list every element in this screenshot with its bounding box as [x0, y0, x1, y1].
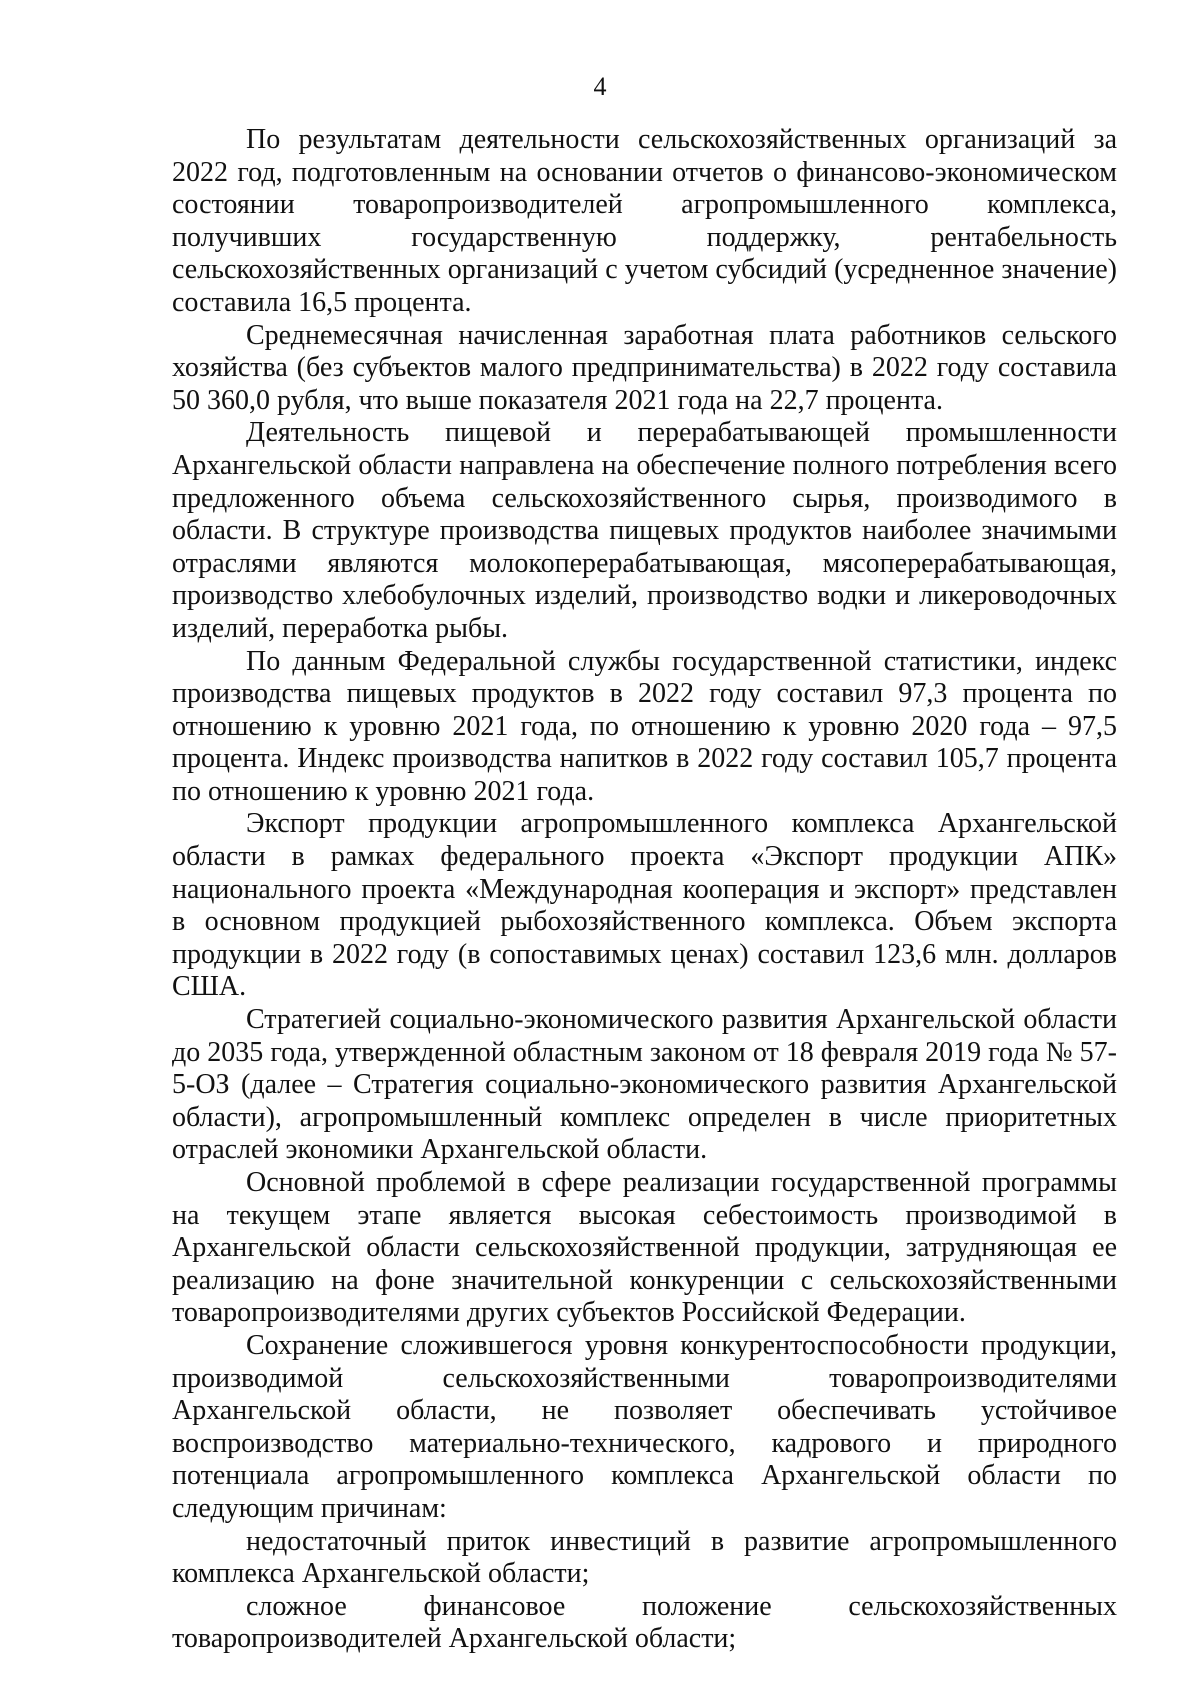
paragraph-average-salary: Среднемесячная начисленная заработная плата работников сельского хозяйства (без субъектов малого предпринимательства) в 2022 году составила 50 360,0 рубля, что выше показателя 2021 года на 22,7 процента.: [172, 319, 1117, 416]
page-number: 4: [593, 72, 607, 101]
paragraph-development-strategy: Стратегией социально-экономического развития Архангельской области до 2035 года, утвержденной областным законом от 18 февраля 2019 года № 57-5-ОЗ (далее – Стратегия социально-экономического развития Архангельской области), агропромышленный комплекс определен в числе приоритетных отраслей экономики Архангельской области.: [172, 1004, 1117, 1166]
paragraph-profitability: По результатам деятельности сельскохозяйственных организаций за 2022 год, подготовленным на основании отчетов о финансово-экономическом состоянии товаропроизводителей агропромышленного комплекса, получивших государственную поддержку, рентабельность сельскохозяйственных организаций с учетом субсидий (усредненное значение) составила 16,5 процента.: [172, 124, 1117, 318]
paragraph-competitiveness: Сохранение сложившегося уровня конкурентоспособности продукции, производимой сельскохозяйственными товаропроизводителями Архангельской области, не позволяет обеспечивать устойчивое воспроизводство материально-технического, кадрового и природного потенциала агропромышленного комплекса Архангельской области по следующим причинам:: [172, 1329, 1117, 1524]
paragraph-main-problem: Основной проблемой в сфере реализации государственной программы на текущем этапе является высокая себестоимость производимой в Архангельской области сельскохозяйственной продукции, затрудняющая ее реализацию на фоне значительной конкуренции с сельскохозяйственными товаропроизводителями других субъектов Российской Федерации.: [172, 1167, 1117, 1329]
list-item-financial-situation: сложное финансовое положение сельскохозяйственных товаропроизводителей Архангельской области;: [172, 1590, 1117, 1655]
paragraph-export: Экспорт продукции агропромышленного комплекса Архангельской области в рамках федерального проекта «Экспорт продукции АПК» национального проекта «Международная кооперация и экспорт» представлен в основном продукцией рыбохозяйственного комплекса. Объем экспорта продукции в 2022 году (в сопоставимых ценах) составил 123,6 млн. долларов США.: [172, 808, 1117, 1003]
document-body: [172, 124, 1117, 1656]
paragraph-production-index: По данным Федеральной службы государственной статистики, индекс производства пищевых продуктов в 2022 году составил 97,3 процента по отношению к уровню 2021 года, по отношению к уровню 2020 года – 97,5 процента. Индекс производства напитков в 2022 году составил 105,7 процента по отношению к уровню 2021 года.: [172, 645, 1117, 807]
list-item-investment-inflow: недостаточный приток инвестиций в развитие агропромышленного комплекса Архангельской области;: [172, 1525, 1117, 1590]
paragraph-food-processing-industry: Деятельность пищевой и перерабатывающей промышленности Архангельской области направлена на обеспечение полного потребления всего предложенного объема сельскохозяйственного сырья, производимого в области. В структуре производства пищевых продуктов наиболее значимыми отраслями являются молокоперерабатывающая, мясоперерабатывающая, производство хлебобулочных изделий, производство водки и ликероводочных изделий, переработка рыбы.: [172, 417, 1117, 644]
